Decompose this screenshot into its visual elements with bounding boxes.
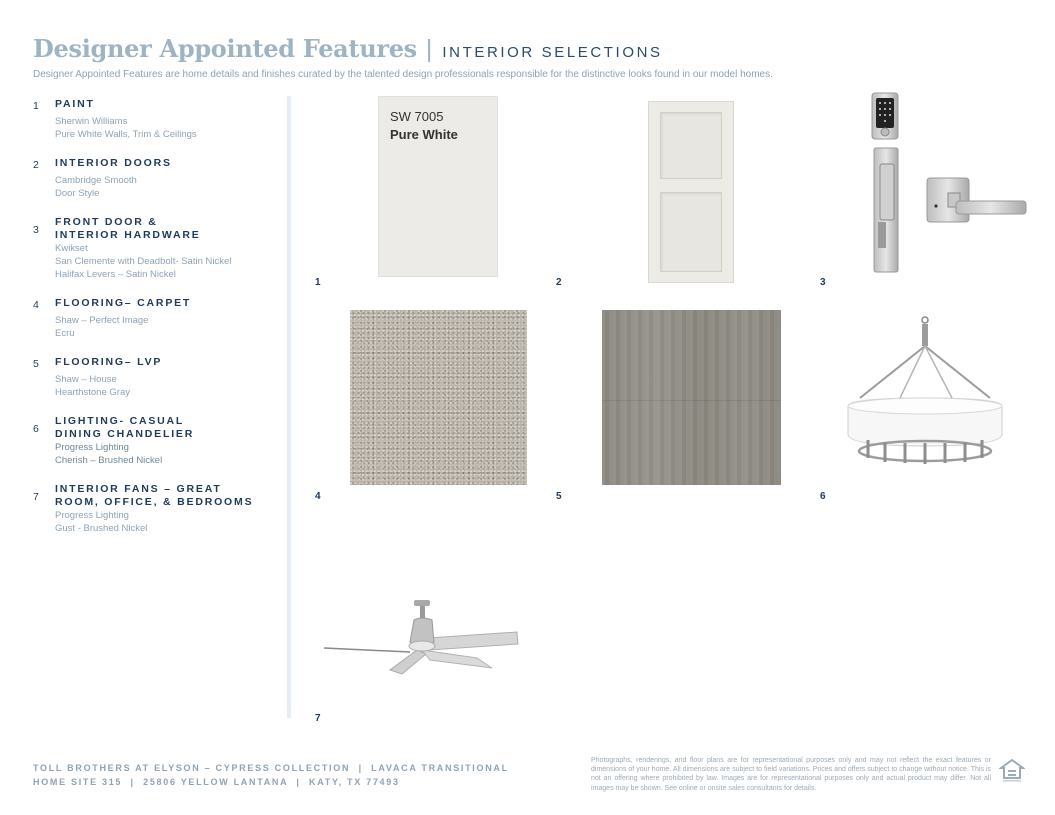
figure-label-7: 7 (315, 713, 321, 724)
ceiling-fan-image (322, 598, 522, 678)
equal-housing-icon (999, 758, 1025, 784)
selection-number: 4 (33, 299, 40, 311)
selection-detail: Sherwin Williams (55, 116, 128, 127)
figure-label-4: 4 (315, 491, 321, 502)
selection-detail: Progress Lighting (55, 510, 129, 521)
selection-item-lvp (33, 356, 273, 399)
selection-item-paint (33, 98, 273, 141)
selection-detail: Shaw – House (55, 374, 117, 385)
interior-door-image (648, 101, 734, 283)
selection-number: 5 (33, 358, 40, 370)
paint-name: Pure White (390, 127, 458, 142)
figure-label-1: 1 (315, 277, 321, 288)
footer-line-2: HOME SITE 315 | 25806 YELLOW LANTANA | KATY, TX 77493 (33, 777, 400, 787)
door-panel-top (660, 112, 722, 179)
selection-detail: Cambridge Smooth (55, 175, 137, 186)
figure-label-2: 2 (556, 277, 562, 288)
selection-detail: Pure White Walls, Trim & Ceilings (55, 129, 197, 140)
selection-title: FLOORING– CARPET (55, 297, 192, 309)
intro-text: Designer Appointed Features are home details and finishes curated by the talented design professionals responsible for the distinctive looks found in our model homes. (33, 69, 773, 80)
selection-title: FRONT DOOR & INTERIOR HARDWARE (55, 216, 201, 241)
selection-detail: Gust - Brushed Nickel (55, 523, 148, 534)
selections-list (33, 98, 273, 535)
selection-title: LIGHTING- CASUAL DINING CHANDELIER (55, 415, 195, 440)
figure-label-6: 6 (820, 491, 826, 502)
selection-number: 3 (33, 224, 40, 236)
figure-label-3: 3 (820, 277, 826, 288)
page-title: Designer Appointed Features (33, 34, 417, 63)
selection-detail: Shaw – Perfect Image (55, 315, 149, 326)
paint-swatch-image (378, 96, 498, 277)
selection-title: INTERIOR FANS – GREAT ROOM, OFFICE, & BEDROOMS (55, 483, 254, 508)
selection-detail: Halifax Levers – Satin Nickel (55, 269, 176, 280)
title-separator: | (425, 35, 433, 63)
title-row (33, 34, 1023, 64)
selection-title: INTERIOR DOORS (55, 157, 172, 169)
selection-detail: Door Style (55, 188, 100, 199)
page-header (33, 34, 1023, 80)
selection-detail: Ecru (55, 328, 75, 339)
chandelier-image (840, 316, 1030, 486)
door-hardware-image (860, 90, 1035, 275)
page-subtitle: INTERIOR SELECTIONS (442, 44, 663, 61)
column-divider (287, 96, 291, 718)
footer-line-1: TOLL BROTHERS AT ELYSON – CYPRESS COLLECTION | LAVACA TRANSITIONAL (33, 763, 509, 773)
selection-item-hardware (33, 216, 273, 281)
selection-number: 1 (33, 100, 40, 112)
lvp-swatch-image (602, 310, 781, 485)
paint-code: SW 7005 (390, 109, 444, 124)
selection-number: 6 (33, 423, 40, 435)
selection-item-fans (33, 483, 273, 535)
figure-label-5: 5 (556, 491, 562, 502)
door-panel-bottom (660, 192, 722, 272)
selection-title: FLOORING– LVP (55, 356, 163, 368)
selection-number: 2 (33, 159, 40, 171)
footer-disclaimer: Photographs, renderings, and floor plans are for representational purposes only and may not reflect the exact features or dimensions of your home. All dimensions are subject to field variations. Prices and offers subject to change without notice. This is not an offering where prohibited by law. Images are for representational purposes only and actual product may differ. Not all images may be shown. See online or onsite sales consultants for details. (591, 757, 991, 792)
selection-item-chandelier (33, 415, 273, 467)
selection-detail: Cherish – Brushed Nickel (55, 455, 163, 466)
selection-detail: Hearthstone Gray (55, 387, 130, 398)
selection-detail: Kwikset (55, 243, 88, 254)
selection-title: PAINT (55, 98, 95, 110)
carpet-swatch-image (350, 310, 527, 485)
selection-number: 7 (33, 491, 40, 503)
footer-community (33, 761, 509, 789)
selection-item-carpet (33, 297, 273, 340)
selection-item-interior-doors (33, 157, 273, 200)
selection-detail: San Clemente with Deadbolt- Satin Nickel (55, 256, 232, 267)
selection-detail: Progress Lighting (55, 442, 129, 453)
